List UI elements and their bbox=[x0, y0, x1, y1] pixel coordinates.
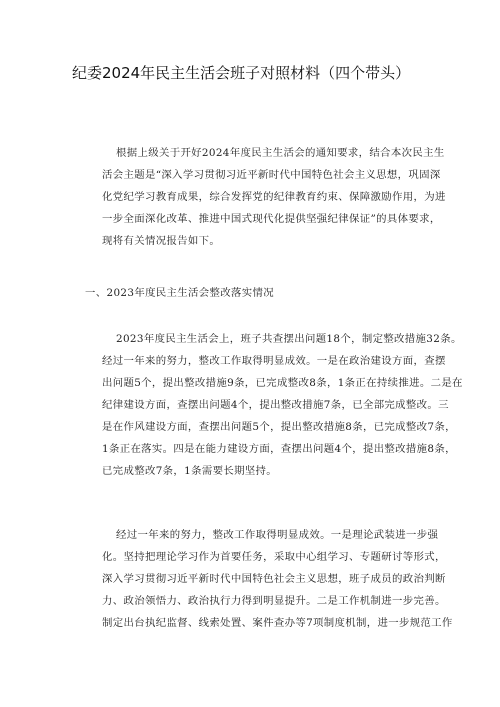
text-line: 化党纪学习教育成果，综合发挥党的纪律教育约束、保障激励作用，为进 bbox=[102, 191, 446, 203]
document-title: 纪委2024年民主生活会班子对照材料（四个带头） bbox=[72, 64, 411, 82]
text-line: 1条正在落实。四是在能力建设方面，查摆出问题4个，提出整改措施8条， bbox=[102, 443, 456, 455]
text-line: 是在作风建设方面，查摆出问题5个，提出整改措施8条，已完成整改7条， bbox=[102, 421, 456, 433]
text-line: 纪律建设方面，查摆出问题4个，提出整改措施7条，已全部完成整改。三 bbox=[102, 399, 449, 411]
text-line: 现将有关情况报告如下。 bbox=[102, 235, 221, 247]
text-line: 力、政治领悟力、政治执行力得到明显提升。二是工作机制进一步完善。 bbox=[102, 595, 446, 607]
text-line: 一步全面深化改革、推进中国式现代化提供坚强纪律保证”的具体要求， bbox=[102, 213, 441, 225]
text-line: 经过一年来的努力，整改工作取得明显成效。一是理论武装进一步强 bbox=[116, 529, 439, 541]
text-line: 2023年度民主生活会上，班子共查摆出问题18个，制定整改措施32条。 bbox=[116, 333, 462, 345]
text-line: 已完成整改7条，1条需要长期坚持。 bbox=[102, 465, 278, 477]
text-line: 化。坚持把理论学习作为首要任务，采取中心组学习、专题研讨等形式， bbox=[102, 551, 446, 563]
section-heading: 一、2023年度民主生活会整改落实情况 bbox=[85, 287, 274, 299]
section1-paragraph-2 bbox=[102, 524, 453, 634]
text-line: 深入学习贯彻习近平新时代中国特色社会主义思想，班子成员的政治判断 bbox=[102, 573, 446, 585]
text-line: 制定出台执纪监督、线索处置、案件查办等7项制度机制，进一步规范工作 bbox=[102, 617, 453, 629]
text-line: 活会主题是“深入学习贯彻习近平新时代中国特色社会主义思想，巩固深 bbox=[102, 169, 441, 181]
text-line: 根据上级关于开好2024年度民主生活会的通知要求，结合本次民主生 bbox=[116, 147, 445, 159]
intro-paragraph bbox=[102, 142, 446, 252]
section1-paragraph-1 bbox=[102, 328, 463, 482]
text-line: 经过一年来的努力，整改工作取得明显成效。一是在政治建设方面，查摆 bbox=[102, 355, 446, 367]
text-line: 出问题5个，提出整改措施9条，已完成整改8条，1条正在持续推进。二是在 bbox=[102, 377, 463, 389]
